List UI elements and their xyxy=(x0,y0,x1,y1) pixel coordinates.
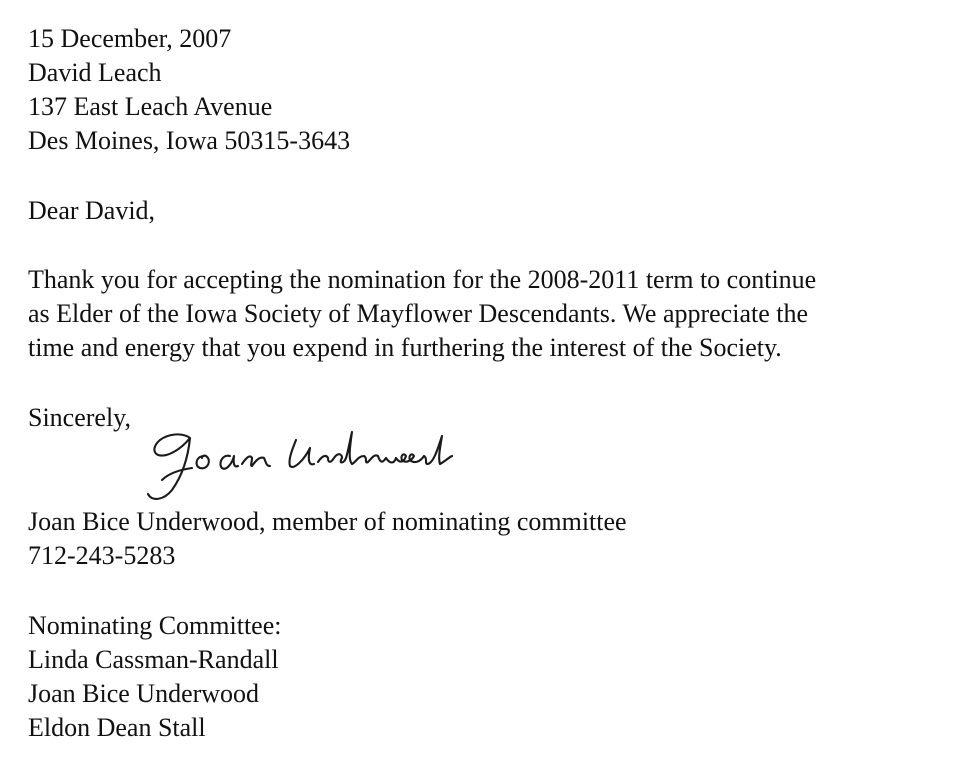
committee-member: Linda Cassman-Randall xyxy=(28,645,279,674)
committee-heading: Nominating Committee: xyxy=(28,611,282,640)
recipient-city-state-zip: Des Moines, Iowa 50315-3643 xyxy=(28,126,351,155)
salutation xyxy=(28,194,155,228)
signer-name-title: Joan Bice Underwood, member of nominating committee xyxy=(28,507,627,536)
letter-body xyxy=(28,263,816,365)
closing-text: Sincerely, xyxy=(28,403,131,432)
body-line-2: as Elder of the Iowa Society of Mayflower Descendants. We appreciate the xyxy=(28,299,809,328)
body-line-1: Thank you for accepting the nomination for the 2008-2011 term to continue xyxy=(28,265,817,294)
committee-member: Eldon Dean Stall xyxy=(28,713,206,742)
body-line-3: time and energy that you expend in furthering the interest of the Society. xyxy=(28,333,782,362)
letter-date: 15 December, 2007 xyxy=(28,24,232,53)
recipient-name: David Leach xyxy=(28,58,162,87)
signer-phone: 712-243-5283 xyxy=(28,541,176,570)
committee-block xyxy=(28,609,281,745)
closing xyxy=(28,401,131,435)
committee-member: Joan Bice Underwood xyxy=(28,679,260,708)
recipient-street: 137 East Leach Avenue xyxy=(28,92,273,121)
header-address-block xyxy=(28,22,350,158)
handwritten-signature xyxy=(138,418,483,508)
signer-block xyxy=(28,505,627,573)
salutation-text: Dear David, xyxy=(28,196,156,225)
